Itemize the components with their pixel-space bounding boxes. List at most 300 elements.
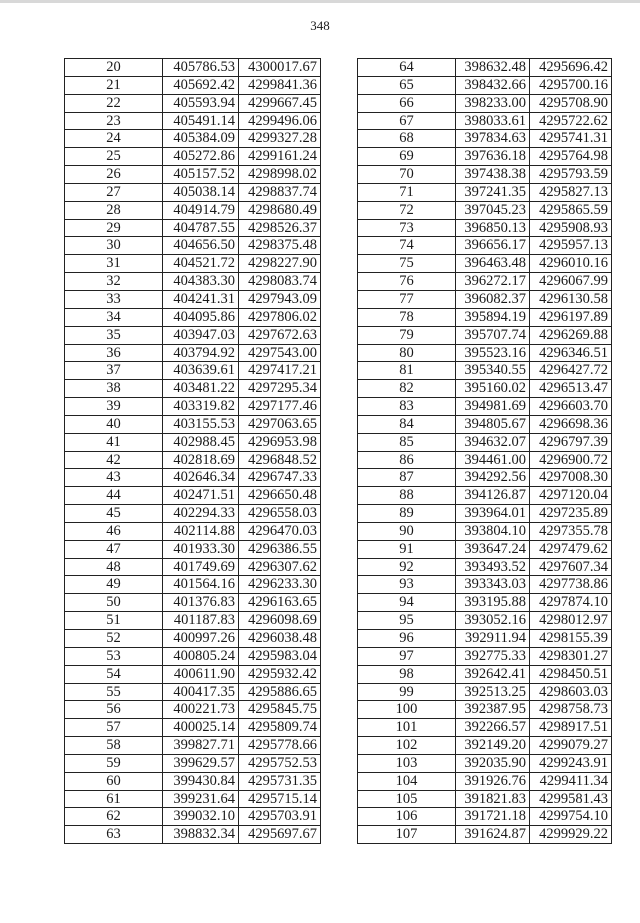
table-row [65, 790, 321, 808]
y-coordinate-cell: 4299079.27 [530, 737, 612, 755]
x-coordinate-cell: 401187.83 [163, 612, 239, 630]
y-coordinate-cell: 4299581.43 [530, 790, 612, 808]
y-coordinate-cell: 4298375.48 [239, 237, 321, 255]
point-number-cell: 96 [358, 630, 456, 648]
table-row [65, 772, 321, 790]
table-row [65, 201, 321, 219]
y-coordinate-cell: 4299667.45 [239, 94, 321, 112]
table-row [358, 255, 612, 273]
x-coordinate-cell: 393493.52 [456, 558, 530, 576]
point-number-cell: 69 [358, 148, 456, 166]
coordinates-table-left [64, 58, 321, 844]
point-number-cell: 33 [65, 290, 163, 308]
x-coordinate-cell: 400805.24 [163, 647, 239, 665]
table-row [65, 826, 321, 844]
x-coordinate-cell: 397241.35 [456, 183, 530, 201]
y-coordinate-cell: 4296130.58 [530, 290, 612, 308]
table-row [358, 826, 612, 844]
x-coordinate-cell: 405786.53 [163, 59, 239, 77]
y-coordinate-cell: 4298526.37 [239, 219, 321, 237]
point-number-cell: 104 [358, 772, 456, 790]
x-coordinate-cell: 398832.34 [163, 826, 239, 844]
table-row [358, 148, 612, 166]
y-coordinate-cell: 4295752.53 [239, 754, 321, 772]
x-coordinate-cell: 403794.92 [163, 344, 239, 362]
point-number-cell: 79 [358, 326, 456, 344]
table-row [65, 219, 321, 237]
y-coordinate-cell: 4295983.04 [239, 647, 321, 665]
x-coordinate-cell: 398033.61 [456, 112, 530, 130]
y-coordinate-cell: 4296038.48 [239, 630, 321, 648]
coordinates-table-left-body [65, 59, 321, 844]
point-number-cell: 30 [65, 237, 163, 255]
table-row [65, 683, 321, 701]
table-row [358, 683, 612, 701]
point-number-cell: 52 [65, 630, 163, 648]
x-coordinate-cell: 394805.67 [456, 415, 530, 433]
y-coordinate-cell: 4297672.63 [239, 326, 321, 344]
point-number-cell: 63 [65, 826, 163, 844]
point-number-cell: 94 [358, 594, 456, 612]
x-coordinate-cell: 403639.61 [163, 362, 239, 380]
point-number-cell: 54 [65, 665, 163, 683]
y-coordinate-cell: 4296067.99 [530, 273, 612, 291]
table-row [358, 576, 612, 594]
point-number-cell: 32 [65, 273, 163, 291]
table-row [358, 594, 612, 612]
y-coordinate-cell: 4296698.36 [530, 415, 612, 433]
y-coordinate-cell: 4296386.55 [239, 540, 321, 558]
point-number-cell: 84 [358, 415, 456, 433]
x-coordinate-cell: 404787.55 [163, 219, 239, 237]
y-coordinate-cell: 4296797.39 [530, 433, 612, 451]
x-coordinate-cell: 392149.20 [456, 737, 530, 755]
point-number-cell: 34 [65, 308, 163, 326]
y-coordinate-cell: 4295708.90 [530, 94, 612, 112]
table-row [65, 630, 321, 648]
x-coordinate-cell: 393647.24 [456, 540, 530, 558]
x-coordinate-cell: 391821.83 [456, 790, 530, 808]
y-coordinate-cell: 4295722.62 [530, 112, 612, 130]
y-coordinate-cell: 4297120.04 [530, 487, 612, 505]
x-coordinate-cell: 403481.22 [163, 380, 239, 398]
point-number-cell: 86 [358, 451, 456, 469]
point-number-cell: 78 [358, 308, 456, 326]
point-number-cell: 24 [65, 130, 163, 148]
point-number-cell: 21 [65, 76, 163, 94]
point-number-cell: 68 [358, 130, 456, 148]
table-row [358, 326, 612, 344]
point-number-cell: 29 [65, 219, 163, 237]
point-number-cell: 98 [358, 665, 456, 683]
y-coordinate-cell: 4298450.51 [530, 665, 612, 683]
point-number-cell: 105 [358, 790, 456, 808]
table-row [65, 808, 321, 826]
point-number-cell: 80 [358, 344, 456, 362]
x-coordinate-cell: 404656.50 [163, 237, 239, 255]
y-coordinate-cell: 4295696.42 [530, 59, 612, 77]
table-row [65, 112, 321, 130]
point-number-cell: 38 [65, 380, 163, 398]
x-coordinate-cell: 395707.74 [456, 326, 530, 344]
table-row [65, 433, 321, 451]
y-coordinate-cell: 4297295.34 [239, 380, 321, 398]
point-number-cell: 85 [358, 433, 456, 451]
x-coordinate-cell: 405692.42 [163, 76, 239, 94]
point-number-cell: 56 [65, 701, 163, 719]
x-coordinate-cell: 394632.07 [456, 433, 530, 451]
x-coordinate-cell: 401564.16 [163, 576, 239, 594]
x-coordinate-cell: 395523.16 [456, 344, 530, 362]
table-row [65, 183, 321, 201]
x-coordinate-cell: 399827.71 [163, 737, 239, 755]
point-number-cell: 82 [358, 380, 456, 398]
x-coordinate-cell: 396272.17 [456, 273, 530, 291]
table-row [65, 308, 321, 326]
page-top-edge [0, 0, 640, 3]
point-number-cell: 28 [65, 201, 163, 219]
point-number-cell: 42 [65, 451, 163, 469]
point-number-cell: 106 [358, 808, 456, 826]
x-coordinate-cell: 402114.88 [163, 522, 239, 540]
y-coordinate-cell: 4298155.39 [530, 630, 612, 648]
table-row [358, 166, 612, 184]
point-number-cell: 57 [65, 719, 163, 737]
y-coordinate-cell: 4296900.72 [530, 451, 612, 469]
point-number-cell: 40 [65, 415, 163, 433]
table-row [65, 719, 321, 737]
table-row [358, 665, 612, 683]
y-coordinate-cell: 4295703.91 [239, 808, 321, 826]
table-row [358, 183, 612, 201]
table-row [358, 558, 612, 576]
table-row [358, 398, 612, 416]
table-row [358, 719, 612, 737]
point-number-cell: 61 [65, 790, 163, 808]
x-coordinate-cell: 391721.18 [456, 808, 530, 826]
table-row [358, 487, 612, 505]
x-coordinate-cell: 393195.88 [456, 594, 530, 612]
point-number-cell: 65 [358, 76, 456, 94]
point-number-cell: 62 [65, 808, 163, 826]
x-coordinate-cell: 396656.17 [456, 237, 530, 255]
point-number-cell: 70 [358, 166, 456, 184]
y-coordinate-cell: 4296233.30 [239, 576, 321, 594]
table-row [358, 612, 612, 630]
x-coordinate-cell: 393804.10 [456, 522, 530, 540]
x-coordinate-cell: 405384.09 [163, 130, 239, 148]
table-row [65, 487, 321, 505]
y-coordinate-cell: 4297235.89 [530, 505, 612, 523]
point-number-cell: 47 [65, 540, 163, 558]
y-coordinate-cell: 4295908.93 [530, 219, 612, 237]
point-number-cell: 60 [65, 772, 163, 790]
x-coordinate-cell: 399430.84 [163, 772, 239, 790]
table-row [65, 255, 321, 273]
table-row [358, 59, 612, 77]
table-row [65, 380, 321, 398]
y-coordinate-cell: 4296346.51 [530, 344, 612, 362]
x-coordinate-cell: 392035.90 [456, 754, 530, 772]
y-coordinate-cell: 4299327.28 [239, 130, 321, 148]
point-number-cell: 39 [65, 398, 163, 416]
y-coordinate-cell: 4298012.97 [530, 612, 612, 630]
x-coordinate-cell: 392642.41 [456, 665, 530, 683]
table-row [358, 112, 612, 130]
table-row [358, 380, 612, 398]
y-coordinate-cell: 4297063.65 [239, 415, 321, 433]
table-row [65, 647, 321, 665]
y-coordinate-cell: 4295697.67 [239, 826, 321, 844]
y-coordinate-cell: 4298301.27 [530, 647, 612, 665]
y-coordinate-cell: 4299841.36 [239, 76, 321, 94]
y-coordinate-cell: 4295932.42 [239, 665, 321, 683]
point-number-cell: 48 [65, 558, 163, 576]
x-coordinate-cell: 405272.86 [163, 148, 239, 166]
y-coordinate-cell: 4296197.89 [530, 308, 612, 326]
y-coordinate-cell: 4297806.02 [239, 308, 321, 326]
point-number-cell: 88 [358, 487, 456, 505]
y-coordinate-cell: 4296427.72 [530, 362, 612, 380]
table-row [65, 290, 321, 308]
y-coordinate-cell: 4299929.22 [530, 826, 612, 844]
table-row [65, 451, 321, 469]
x-coordinate-cell: 404521.72 [163, 255, 239, 273]
point-number-cell: 72 [358, 201, 456, 219]
table-row [65, 326, 321, 344]
y-coordinate-cell: 4296163.65 [239, 594, 321, 612]
x-coordinate-cell: 404095.86 [163, 308, 239, 326]
point-number-cell: 55 [65, 683, 163, 701]
point-number-cell: 51 [65, 612, 163, 630]
y-coordinate-cell: 4297543.00 [239, 344, 321, 362]
y-coordinate-cell: 4295886.65 [239, 683, 321, 701]
x-coordinate-cell: 405593.94 [163, 94, 239, 112]
table-row [358, 808, 612, 826]
table-row [358, 94, 612, 112]
coordinates-table-right-body [358, 59, 612, 844]
y-coordinate-cell: 4297607.34 [530, 558, 612, 576]
point-number-cell: 76 [358, 273, 456, 291]
point-number-cell: 41 [65, 433, 163, 451]
x-coordinate-cell: 401376.83 [163, 594, 239, 612]
point-number-cell: 64 [358, 59, 456, 77]
point-number-cell: 36 [65, 344, 163, 362]
y-coordinate-cell: 4295778.66 [239, 737, 321, 755]
y-coordinate-cell: 4295715.14 [239, 790, 321, 808]
y-coordinate-cell: 4298680.49 [239, 201, 321, 219]
point-number-cell: 83 [358, 398, 456, 416]
point-number-cell: 95 [358, 612, 456, 630]
point-number-cell: 58 [65, 737, 163, 755]
table-row [65, 576, 321, 594]
y-coordinate-cell: 4296603.70 [530, 398, 612, 416]
x-coordinate-cell: 405491.14 [163, 112, 239, 130]
y-coordinate-cell: 4298917.51 [530, 719, 612, 737]
x-coordinate-cell: 395340.55 [456, 362, 530, 380]
table-row [65, 665, 321, 683]
y-coordinate-cell: 4296098.69 [239, 612, 321, 630]
x-coordinate-cell: 405157.52 [163, 166, 239, 184]
point-number-cell: 100 [358, 701, 456, 719]
table-row [358, 76, 612, 94]
point-number-cell: 31 [65, 255, 163, 273]
x-coordinate-cell: 393052.16 [456, 612, 530, 630]
table-row [65, 415, 321, 433]
x-coordinate-cell: 400417.35 [163, 683, 239, 701]
y-coordinate-cell: 4296953.98 [239, 433, 321, 451]
x-coordinate-cell: 391624.87 [456, 826, 530, 844]
x-coordinate-cell: 402294.33 [163, 505, 239, 523]
table-row [65, 540, 321, 558]
x-coordinate-cell: 392513.25 [456, 683, 530, 701]
point-number-cell: 89 [358, 505, 456, 523]
coordinates-table-right [357, 58, 612, 844]
table-row [65, 130, 321, 148]
y-coordinate-cell: 4295700.16 [530, 76, 612, 94]
point-number-cell: 23 [65, 112, 163, 130]
table-row [358, 362, 612, 380]
table-row [358, 219, 612, 237]
table-row [65, 166, 321, 184]
y-coordinate-cell: 4296307.62 [239, 558, 321, 576]
table-row [65, 148, 321, 166]
x-coordinate-cell: 400997.26 [163, 630, 239, 648]
table-row [358, 754, 612, 772]
x-coordinate-cell: 392775.33 [456, 647, 530, 665]
table-row [65, 594, 321, 612]
point-number-cell: 59 [65, 754, 163, 772]
x-coordinate-cell: 394461.00 [456, 451, 530, 469]
x-coordinate-cell: 392387.95 [456, 701, 530, 719]
table-row [358, 451, 612, 469]
x-coordinate-cell: 399231.64 [163, 790, 239, 808]
point-number-cell: 20 [65, 59, 163, 77]
point-number-cell: 91 [358, 540, 456, 558]
x-coordinate-cell: 396463.48 [456, 255, 530, 273]
x-coordinate-cell: 400025.14 [163, 719, 239, 737]
y-coordinate-cell: 4296269.88 [530, 326, 612, 344]
y-coordinate-cell: 4298603.03 [530, 683, 612, 701]
table-row [358, 737, 612, 755]
point-number-cell: 81 [358, 362, 456, 380]
y-coordinate-cell: 4297008.30 [530, 469, 612, 487]
y-coordinate-cell: 4296513.47 [530, 380, 612, 398]
point-number-cell: 46 [65, 522, 163, 540]
table-row [65, 94, 321, 112]
y-coordinate-cell: 4296558.03 [239, 505, 321, 523]
table-row [358, 701, 612, 719]
y-coordinate-cell: 4295809.74 [239, 719, 321, 737]
point-number-cell: 90 [358, 522, 456, 540]
x-coordinate-cell: 405038.14 [163, 183, 239, 201]
table-row [358, 415, 612, 433]
y-coordinate-cell: 4297943.09 [239, 290, 321, 308]
table-row [358, 772, 612, 790]
table-row [358, 433, 612, 451]
table-row [65, 754, 321, 772]
table-row [65, 76, 321, 94]
point-number-cell: 73 [358, 219, 456, 237]
point-number-cell: 35 [65, 326, 163, 344]
point-number-cell: 43 [65, 469, 163, 487]
table-row [358, 540, 612, 558]
point-number-cell: 27 [65, 183, 163, 201]
x-coordinate-cell: 404383.30 [163, 273, 239, 291]
x-coordinate-cell: 402646.34 [163, 469, 239, 487]
x-coordinate-cell: 394292.56 [456, 469, 530, 487]
y-coordinate-cell: 4297177.46 [239, 398, 321, 416]
x-coordinate-cell: 394126.87 [456, 487, 530, 505]
table-row [358, 344, 612, 362]
x-coordinate-cell: 392911.94 [456, 630, 530, 648]
table-row [358, 469, 612, 487]
x-coordinate-cell: 402471.51 [163, 487, 239, 505]
x-coordinate-cell: 401933.30 [163, 540, 239, 558]
x-coordinate-cell: 404914.79 [163, 201, 239, 219]
point-number-cell: 26 [65, 166, 163, 184]
y-coordinate-cell: 4296747.33 [239, 469, 321, 487]
y-coordinate-cell: 4298758.73 [530, 701, 612, 719]
y-coordinate-cell: 4295731.35 [239, 772, 321, 790]
y-coordinate-cell: 4299754.10 [530, 808, 612, 826]
x-coordinate-cell: 402988.45 [163, 433, 239, 451]
point-number-cell: 102 [358, 737, 456, 755]
table-row [65, 398, 321, 416]
table-row [65, 701, 321, 719]
point-number-cell: 37 [65, 362, 163, 380]
x-coordinate-cell: 393964.01 [456, 505, 530, 523]
x-coordinate-cell: 396850.13 [456, 219, 530, 237]
y-coordinate-cell: 4299161.24 [239, 148, 321, 166]
x-coordinate-cell: 397438.38 [456, 166, 530, 184]
point-number-cell: 75 [358, 255, 456, 273]
x-coordinate-cell: 399032.10 [163, 808, 239, 826]
y-coordinate-cell: 4297417.21 [239, 362, 321, 380]
table-row [358, 790, 612, 808]
page-number: 348 [310, 18, 330, 33]
y-coordinate-cell: 4297738.86 [530, 576, 612, 594]
table-row [65, 362, 321, 380]
x-coordinate-cell: 400611.90 [163, 665, 239, 683]
x-coordinate-cell: 397636.18 [456, 148, 530, 166]
x-coordinate-cell: 391926.76 [456, 772, 530, 790]
y-coordinate-cell: 4295793.59 [530, 166, 612, 184]
x-coordinate-cell: 395160.02 [456, 380, 530, 398]
table-row [65, 505, 321, 523]
y-coordinate-cell: 4298083.74 [239, 273, 321, 291]
point-number-cell: 103 [358, 754, 456, 772]
y-coordinate-cell: 4295865.59 [530, 201, 612, 219]
x-coordinate-cell: 397834.63 [456, 130, 530, 148]
point-number-cell: 22 [65, 94, 163, 112]
y-coordinate-cell: 4299496.06 [239, 112, 321, 130]
table-row [65, 469, 321, 487]
table-row [65, 59, 321, 77]
point-number-cell: 44 [65, 487, 163, 505]
table-row [358, 290, 612, 308]
y-coordinate-cell: 4295827.13 [530, 183, 612, 201]
y-coordinate-cell: 4295845.75 [239, 701, 321, 719]
point-number-cell: 97 [358, 647, 456, 665]
table-row [65, 737, 321, 755]
x-coordinate-cell: 403155.53 [163, 415, 239, 433]
x-coordinate-cell: 400221.73 [163, 701, 239, 719]
y-coordinate-cell: 4296010.16 [530, 255, 612, 273]
table-row [65, 612, 321, 630]
x-coordinate-cell: 398632.48 [456, 59, 530, 77]
x-coordinate-cell: 403947.03 [163, 326, 239, 344]
